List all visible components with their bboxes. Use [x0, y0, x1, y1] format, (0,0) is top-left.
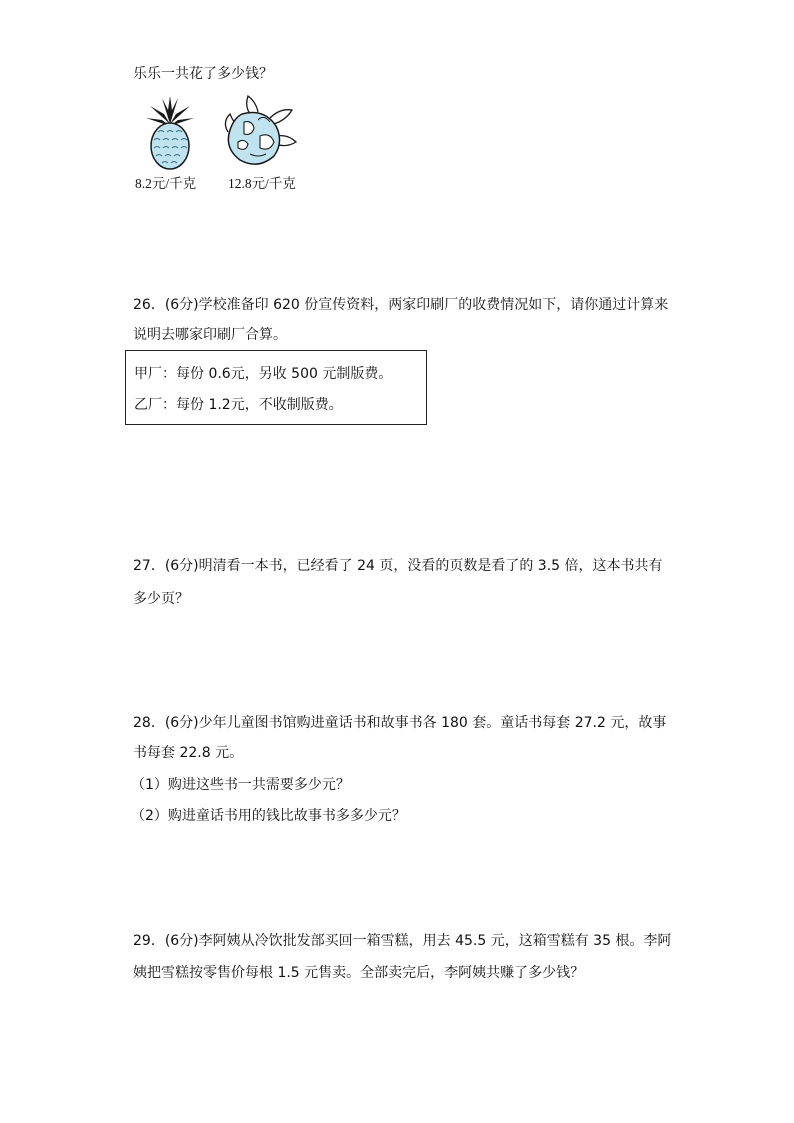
q29-line-2: 姨把雪糕按零售价每根 1.5 元售卖。全部卖完后，李阿姨共赚了多少钱？: [133, 965, 585, 981]
pineapple-price: 8.2元/千克: [135, 176, 197, 191]
q28-sub-question-1: （1）购进这些书一共需要多少元？: [131, 777, 350, 793]
q25-question: 乐乐一共花了多少钱？: [133, 66, 273, 82]
q27-line-2: 多少页？: [133, 591, 189, 607]
q27-line-1: 27．(6分)明清看一本书，已经看了 24 页，没看的页数是看了的 3.5 倍，这本书共有: [133, 558, 663, 574]
pineapple-image: [144, 96, 196, 170]
dragon-fruit-price: 12.8元/千克: [228, 176, 296, 191]
q28-line-2: 书每套 22.8 元。: [133, 745, 244, 761]
q28-line-1: 28．(6分)少年儿童图书馆购进童话书和故事书各 180 套。童话书每套 27.2 元，故事: [133, 715, 667, 731]
factory-a-info: 甲厂：每份 0.6元，另收 500 元制版费。: [134, 366, 393, 382]
q29-line-1: 29．(6分)李阿姨从冷饮批发部买回一箱雪糕，用去 45.5 元，这箱雪糕有 35 根。李阿: [133, 933, 672, 949]
dragon-fruit-image: [222, 92, 300, 170]
q26-line-1: 26．(6分)学校准备印 620 份宣传资料，两家印刷厂的收费情况如下，请你通过计算来: [133, 297, 669, 313]
price-info-box: [125, 350, 427, 425]
factory-b-info: 乙厂：每份 1.2元，不收制版费。: [134, 397, 343, 413]
q26-line-2: 说明去哪家印刷厂合算。: [133, 327, 287, 343]
q28-sub-question-2: （2）购进童话书用的钱比故事书多多少元？: [131, 808, 406, 824]
